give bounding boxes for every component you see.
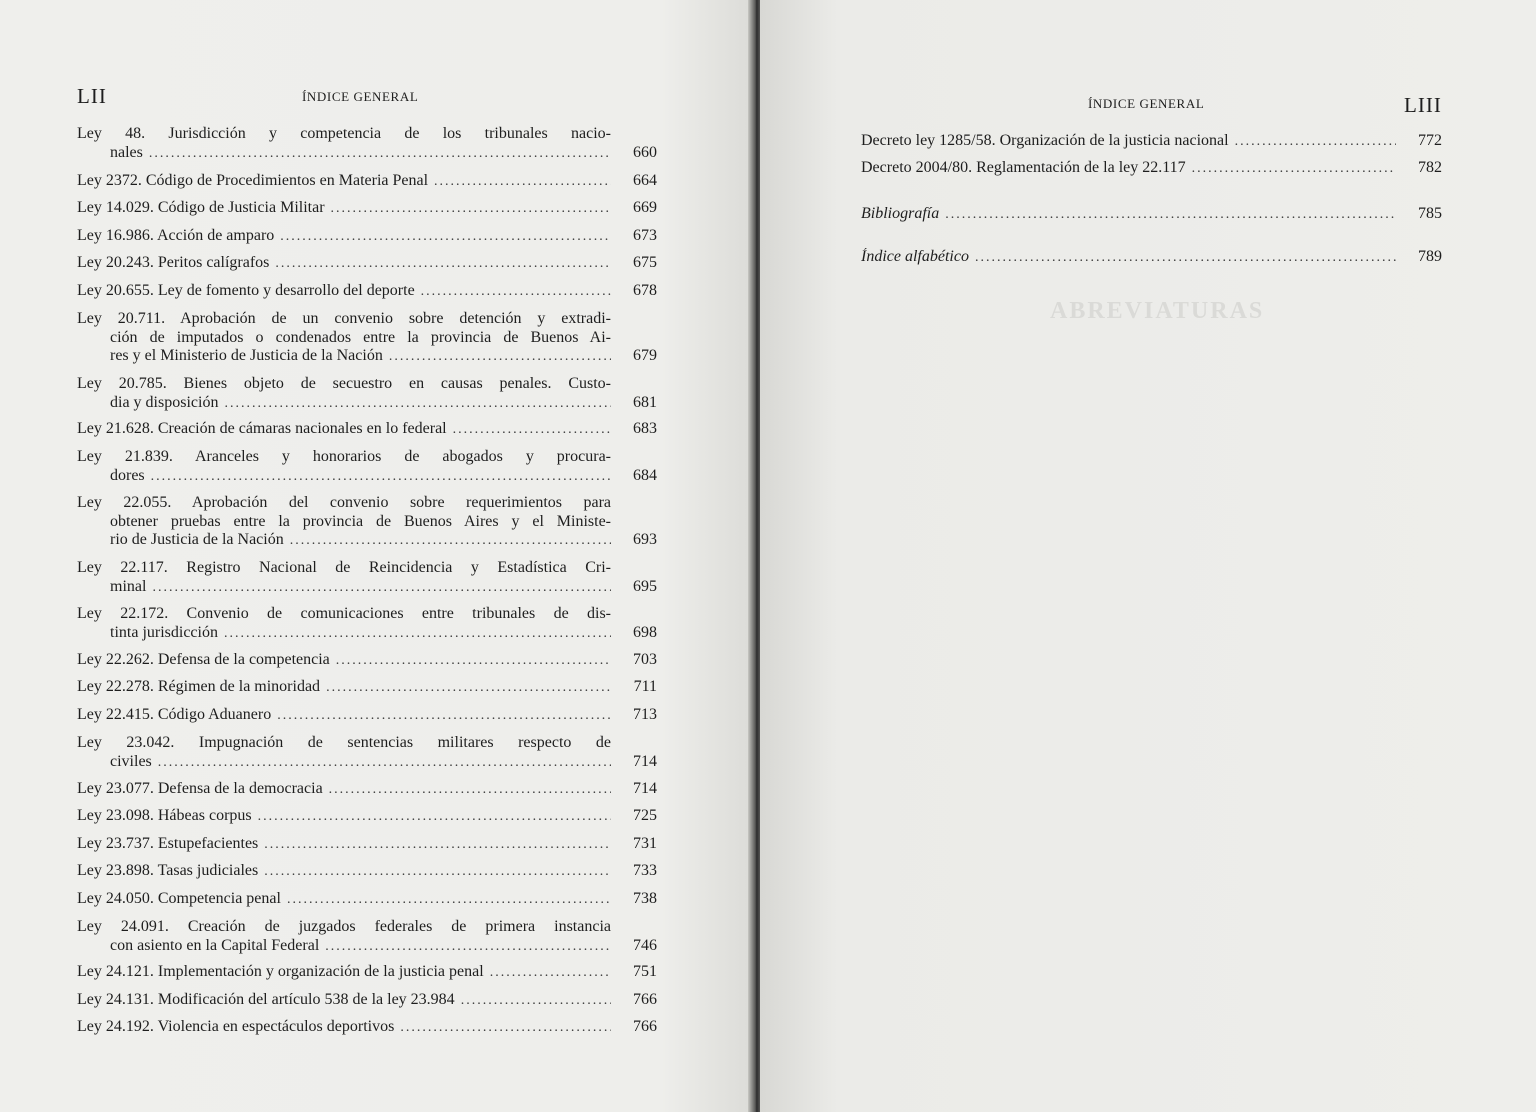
index-entry — [77, 605, 657, 643]
index-entry — [77, 807, 657, 827]
entry-title: con asiento en la Capital Federal — [110, 936, 320, 954]
dot-leader — [275, 255, 611, 274]
index-entry — [77, 199, 657, 219]
entry-page-number: 679 — [633, 347, 657, 364]
dot-leader — [945, 207, 1396, 223]
left-page-number: LII — [77, 84, 107, 108]
dot-leader — [400, 1019, 611, 1038]
entry-title: Decreto 2004/80. Reglamentación de la ley 22.117 — [861, 159, 1186, 176]
dot-leader — [336, 652, 611, 671]
entry-title: Ley 22.415. Código Aduanero — [77, 706, 272, 723]
index-entry — [77, 559, 657, 597]
index-entry — [77, 963, 657, 983]
dot-leader — [1235, 134, 1396, 150]
entry-page-number: 714 — [633, 780, 657, 797]
entry-title: Ley 20.655. Ley de fomento y desarrollo del deporte — [77, 282, 415, 299]
dot-leader — [277, 707, 611, 726]
entry-title: Ley 24.121. Implementación y organización de la justicia penal — [77, 963, 484, 980]
entry-title: Ley 23.077. Defensa de la democracia — [77, 780, 323, 797]
index-entry — [77, 890, 657, 910]
dot-leader — [975, 250, 1396, 266]
entry-title: Ley 24.050. Competencia penal — [77, 890, 281, 907]
entry-page-number: 683 — [633, 420, 657, 437]
dot-leader — [280, 228, 611, 247]
entry-page-number: 664 — [633, 172, 657, 189]
dot-leader — [264, 836, 611, 855]
index-entry — [77, 780, 657, 800]
dot-leader — [264, 863, 611, 882]
entry-page-number: 733 — [633, 862, 657, 879]
index-entry — [861, 159, 1442, 177]
entry-title: res y el Ministerio de Justicia de la Nación — [110, 347, 383, 364]
entry-page-number: 675 — [633, 254, 657, 271]
entry-text-line: Ley 20.785. Bienes objeto de secuestro en causas penales. Custo- — [77, 375, 611, 392]
entry-title: civiles — [110, 752, 152, 770]
entry-title: dores — [110, 466, 145, 484]
entry-title: Ley 23.737. Estupefacientes — [77, 835, 259, 852]
bleed-through-heading: ABREVIATURAS — [1050, 298, 1265, 324]
entry-page-number: 725 — [633, 807, 657, 824]
entry-title: nales — [110, 143, 143, 161]
entry-title: Ley 24.131. Modificación del artículo 538 de la ley 23.984 — [77, 991, 455, 1008]
entry-page-number: 785 — [1418, 205, 1442, 222]
entry-text-line: Ley 22.172. Convenio de comunicaciones entre tribunales de dis- — [77, 605, 611, 622]
entry-page-number: 746 — [633, 936, 657, 954]
entry-page-number: 772 — [1418, 132, 1442, 149]
entry-page-number: 684 — [633, 466, 657, 484]
entry-text-line: obtener pruebas entre la provincia de Buenos Aires y el Ministe- — [110, 512, 611, 530]
dot-leader — [149, 145, 611, 164]
dot-leader — [329, 781, 611, 800]
entry-title: Ley 2372. Código de Procedimientos en Materia Penal — [77, 172, 429, 189]
entry-page-number: 731 — [633, 835, 657, 852]
dot-leader — [434, 173, 611, 192]
dot-leader — [224, 625, 611, 644]
entry-page-number: 738 — [633, 890, 657, 907]
index-entry — [77, 862, 657, 882]
left-running-title: ÍNDICE GENERAL — [302, 89, 419, 104]
index-entry — [77, 172, 657, 192]
entry-text-line: Ley 21.839. Aranceles y honorarios de abogados y procura- — [77, 448, 611, 465]
index-entry — [861, 205, 1442, 223]
entry-text-line: Ley 22.117. Registro Nacional de Reincidencia y Estadística Cri- — [77, 559, 611, 576]
entry-title: Ley 24.192. Violencia en espectáculos deportivos — [77, 1018, 395, 1035]
entry-page-number: 751 — [633, 963, 657, 980]
entry-page-number: 669 — [633, 199, 657, 216]
index-entry — [77, 125, 657, 163]
index-entry — [77, 227, 657, 247]
entry-title: Ley 23.098. Hábeas corpus — [77, 807, 252, 824]
entry-page-number: 766 — [633, 991, 657, 1008]
entry-page-number: 693 — [633, 531, 657, 548]
index-entry — [77, 991, 657, 1011]
entry-title: Ley 16.986. Acción de amparo — [77, 227, 275, 244]
dot-leader — [453, 421, 611, 440]
index-entry — [77, 734, 657, 772]
entry-page-number: 660 — [633, 143, 657, 161]
dot-leader — [461, 992, 611, 1011]
index-entry — [77, 1018, 657, 1038]
index-entry — [77, 254, 657, 274]
dot-leader — [490, 964, 611, 983]
entry-text-line: Ley 20.711. Aprobación de un convenio sobre detención y extradi- — [77, 310, 611, 327]
entry-title: dia y disposición — [110, 393, 219, 411]
index-entry — [77, 494, 657, 551]
entry-text-line: Ley 24.091. Creación de juzgados federales de primera instancia — [77, 918, 611, 935]
entry-title: Bibliografía — [861, 205, 940, 222]
entry-title: Ley 22.278. Régimen de la minoridad — [77, 678, 321, 695]
entry-title: Ley 21.628. Creación de cámaras nacionales en lo federal — [77, 420, 447, 437]
entry-page-number: 681 — [633, 393, 657, 411]
entry-title: Ley 14.029. Código de Justicia Militar — [77, 199, 325, 216]
dot-leader — [258, 808, 611, 827]
entry-title: minal — [110, 577, 147, 595]
dot-leader — [326, 679, 611, 698]
entry-title: Ley 22.262. Defensa de la competencia — [77, 651, 330, 668]
entry-text-line: Ley 48. Jurisdicción y competencia de los tribunales nacio- — [77, 125, 611, 142]
index-entry — [77, 448, 657, 486]
entry-page-number: 714 — [633, 752, 657, 770]
index-entry — [77, 420, 657, 440]
entry-page-number: 673 — [633, 227, 657, 244]
entry-title: tinta jurisdicción — [110, 623, 218, 641]
dot-leader — [421, 283, 611, 302]
entry-title: Ley 20.243. Peritos calígrafos — [77, 254, 270, 271]
entry-page-number: 711 — [633, 678, 657, 695]
dot-leader — [290, 532, 611, 551]
left-page — [0, 0, 752, 1112]
dot-leader — [1192, 161, 1396, 177]
dot-leader — [152, 579, 611, 598]
entry-title: Índice alfabético — [861, 248, 969, 265]
entry-title: rio de Justicia de la Nación — [110, 531, 284, 548]
entry-page-number: 678 — [633, 282, 657, 299]
entry-page-number: 698 — [633, 623, 657, 641]
entry-text-line: Ley 22.055. Aprobación del convenio sobre requerimientos para — [77, 494, 611, 511]
dot-leader — [331, 200, 611, 219]
entry-page-number: 782 — [1418, 159, 1442, 176]
index-entry — [77, 651, 657, 671]
dot-leader — [224, 395, 611, 414]
index-entry — [77, 918, 657, 956]
index-entry — [77, 835, 657, 855]
entry-page-number: 766 — [633, 1018, 657, 1035]
index-entry — [861, 132, 1442, 150]
entry-title: Ley 23.898. Tasas judiciales — [77, 862, 259, 879]
entry-page-number: 695 — [633, 577, 657, 595]
entry-page-number: 789 — [1418, 248, 1442, 265]
dot-leader — [151, 468, 611, 487]
right-page-number: LIII — [1404, 93, 1442, 117]
index-entry — [77, 282, 657, 302]
index-entry — [77, 375, 657, 413]
dot-leader — [158, 754, 611, 773]
index-entry — [77, 310, 657, 367]
entry-text-line: ción de imputados o condenados entre la provincia de Buenos Ai- — [110, 328, 611, 346]
index-entry — [861, 248, 1442, 266]
entry-text-line: Ley 23.042. Impugnación de sentencias militares respecto de — [77, 734, 611, 751]
index-entry — [77, 678, 657, 698]
entry-page-number: 713 — [633, 706, 657, 723]
entry-title: Decreto ley 1285/58. Organización de la justicia nacional — [861, 132, 1229, 149]
dot-leader — [325, 938, 611, 957]
dot-leader — [287, 891, 611, 910]
entry-page-number: 703 — [633, 651, 657, 668]
dot-leader — [389, 348, 611, 367]
right-running-title: ÍNDICE GENERAL — [1088, 96, 1205, 111]
index-entry — [77, 706, 657, 726]
